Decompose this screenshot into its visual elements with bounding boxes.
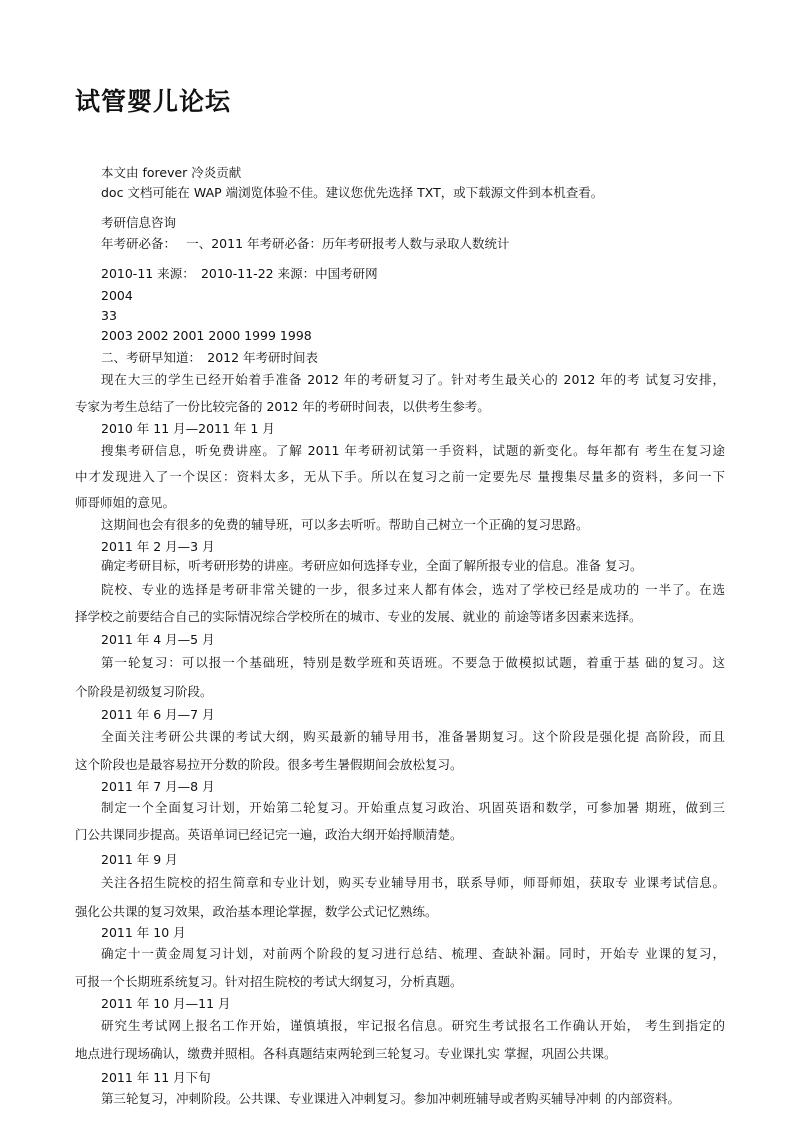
document-title: 试管婴儿论坛 [75, 87, 232, 116]
paragraph-line: 现在大三的学生已经开始着手准备 2012 年的考研复习了。针对考生最关心的 2012 年的考 试复习安排， [101, 372, 725, 387]
paragraph-line: 这期间也会有很多的免费的辅导班，可以多去听听。帮助自己树立一个正确的复习思路。 [101, 517, 589, 532]
paragraph-line: 院校、专业的选择是考研非常关键的一步，很多过来人都有体会，选对了学校已经是成功的 一半了。在选 [101, 582, 725, 597]
paragraph-line: 专家为考生总结了一份比较完备的 2012 年的考研时间表，以供考生参考。 [75, 399, 490, 414]
date-heading: 2011 年 2 月—3 月 [101, 539, 215, 554]
date-heading: 2011 年 10 月 [101, 925, 186, 940]
paragraph-line: 地点进行现场确认，缴费并照相。各科真题结束两轮到三轮复习。专业课扎实 掌握，巩固公共课。 [75, 1046, 617, 1061]
text-line: 2010-11 来源： 2010-11-22 来源：中国考研网 [101, 266, 378, 281]
contributor-line: 本文由 forever 冷炎贡献 [101, 165, 242, 180]
paragraph-line: 全面关注考研公共课的考试大纲，购买最新的辅导用书，准备暑期复习。这个阶段是强化提 高阶段，而且 [101, 729, 725, 744]
text-line: 2004 [101, 288, 133, 303]
paragraph-line: 第三轮复习，冲刺阶段。公共课、专业课进入冲刺复习。参加冲刺班辅导或者购买辅导冲刺 的内部资料。 [101, 1091, 680, 1106]
date-heading: 2011 年 7 月—8 月 [101, 779, 215, 794]
date-heading: 2011 年 4 月—5 月 [101, 632, 215, 647]
paragraph-line: 门公共课同步提高。英语单词已经记完一遍，政治大纲开始捋顺清楚。 [75, 827, 463, 842]
section-heading: 考研信息咨询 [101, 215, 177, 230]
paragraph-line: 关注各招生院校的招生简章和专业计划，购买专业辅导用书，联系导师，师哥师姐，获取专 业课考试信息。 [101, 875, 725, 890]
date-heading: 2011 年 11 月下旬 [101, 1070, 211, 1085]
paragraph-line: 中才发现进入了一个误区：资料太多，无从下手。所以在复习之前一定要先尽 量搜集尽量多的资料，多问一下 [75, 469, 725, 484]
paragraph-line: 搜集考研信息，听免费讲座。了解 2011 年考研初试第一手资料，试题的新变化。每年都有 考生在复习途 [101, 443, 725, 458]
paragraph-line: 可报一个长期班系统复习。针对招生院校的考试大纲复习，分析真题。 [75, 974, 463, 989]
paragraph-line: 这个阶段也是最容易拉开分数的阶段。很多考生暑假期间会放松复习。 [75, 757, 463, 772]
paragraph-line: 择学校之前要结合自己的实际情况综合学校所在的城市、专业的发展、就业的 前途等诸多因素来选择。 [75, 609, 642, 624]
paragraph-line: 师哥师姐的意见。 [75, 495, 176, 510]
text-line: 2003 2002 2001 2000 1999 1998 [101, 328, 312, 343]
notice-line: doc 文档可能在 WAP 端浏览体验不佳。建议您优先选择 TXT，或下载源文件到本机查看。 [101, 185, 604, 200]
paragraph-line: 个阶段是初级复习阶段。 [75, 684, 213, 699]
paragraph-line: 确定十一黄金周复习计划，对前两个阶段的复习进行总结、梳理、查缺补漏。同时，开始专 业课的复习， [101, 946, 725, 961]
section-heading: 二、考研早知道： 2012 年考研时间表 [101, 350, 319, 365]
text-line: 33 [101, 308, 117, 323]
date-heading: 2011 年 9 月 [101, 852, 178, 867]
paragraph-line: 制定一个全面复习计划，开始第二轮复习。开始重点复习政治、巩固英语和数学，可参加暑 期班，做到三 [101, 800, 725, 815]
text-line: 年考研必备： 一、2011 年考研必备：历年考研报考人数与录取人数统计 [101, 236, 510, 251]
paragraph-line: 研究生考试网上报名工作开始，谨慎填报，牢记报名信息。研究生考试报名工作确认开始， 考生到指定的 [101, 1018, 725, 1033]
date-heading: 2011 年 6 月—7 月 [101, 707, 215, 722]
paragraph-line: 强化公共课的复习效果，政治基本理论掌握，数学公式记忆熟练。 [75, 904, 438, 919]
paragraph-line: 确定考研目标，听考研形势的讲座。考研应如何选择专业，全面了解所报专业的信息。准备 复习。 [101, 558, 643, 573]
date-heading: 2011 年 10 月—11 月 [101, 996, 231, 1011]
date-heading: 2010 年 11 月—2011 年 1 月 [101, 421, 275, 436]
paragraph-line: 第一轮复习：可以报一个基础班，特别是数学班和英语班。不要急于做模拟试题，着重于基 础的复习。这 [101, 655, 725, 670]
